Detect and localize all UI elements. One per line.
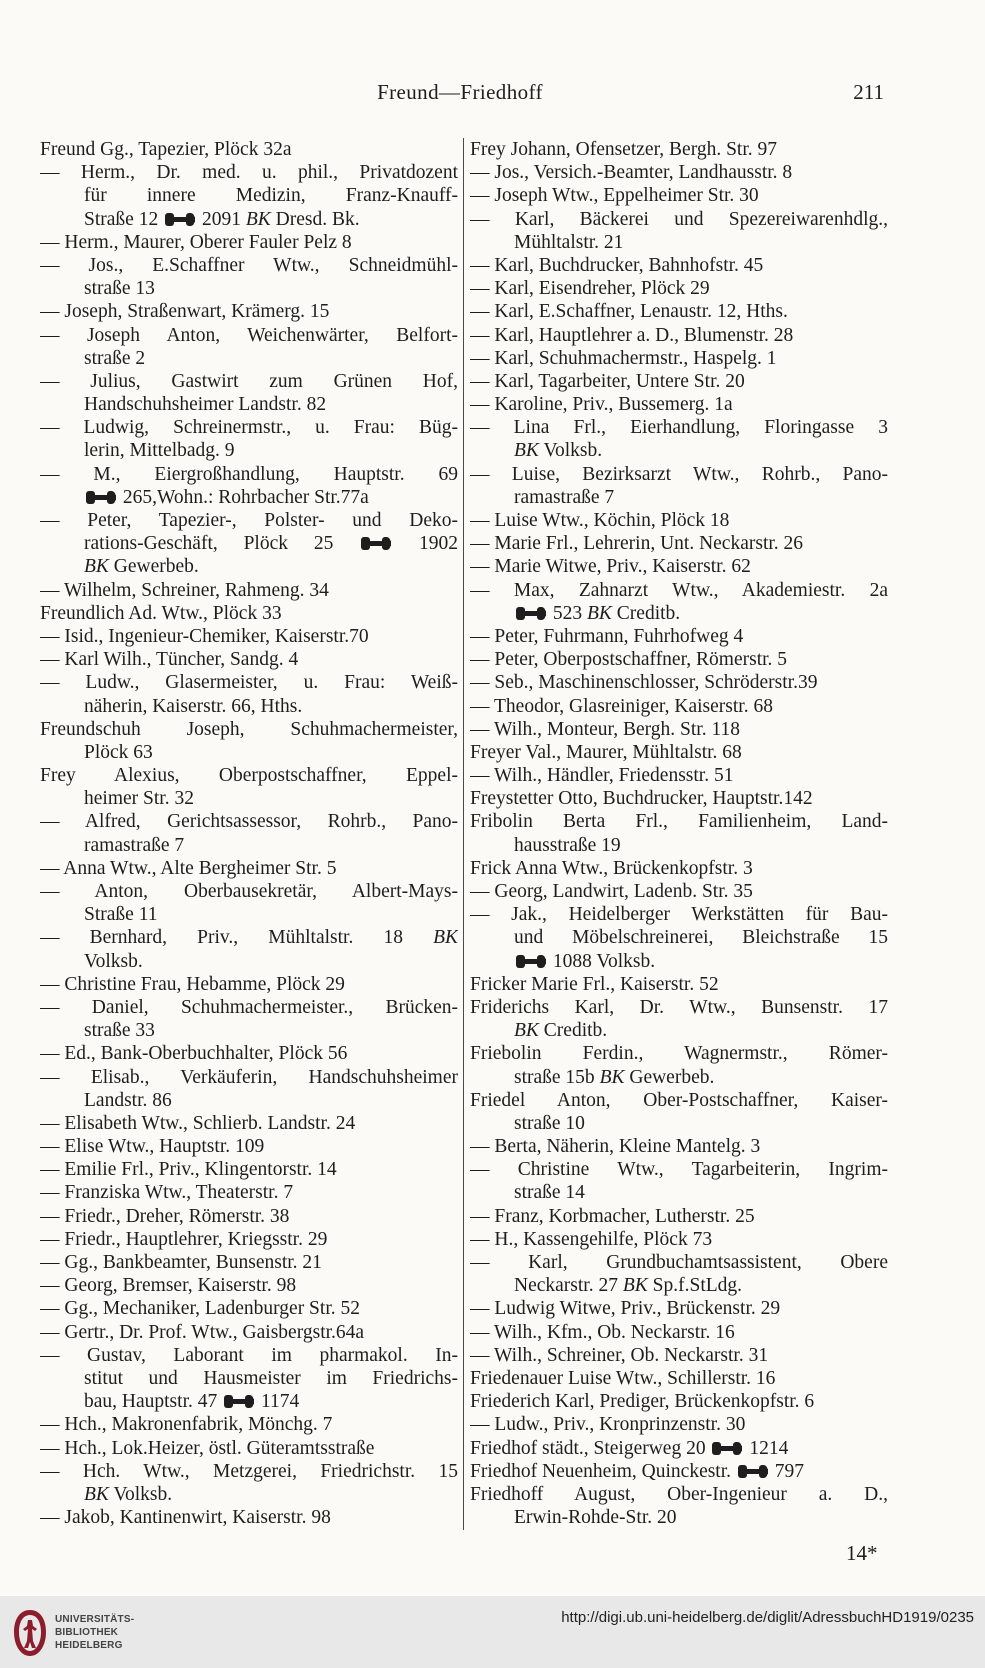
- entry-line: [40, 1181, 458, 1204]
- entry-line: [40, 509, 458, 532]
- library-name-line: UNIVERSITÄTS-: [55, 1614, 135, 1625]
- entry-continuation-line: [470, 1506, 888, 1529]
- entry-text: — Peter, Tapezier-, Polster- und Deko-: [40, 510, 458, 531]
- entry-text: Volksb.: [538, 440, 603, 462]
- entry-text: — Joseph, Straßenwart, Krämerg. 15: [40, 301, 330, 323]
- entry-line: [470, 463, 888, 486]
- entry-line: [470, 810, 888, 833]
- library-name-line: BIBLIOTHEK: [55, 1627, 119, 1638]
- telephone-icon: [516, 955, 546, 968]
- entry-line: [40, 1321, 458, 1344]
- entry-line: [40, 1274, 458, 1297]
- entry-text: — Karoline, Priv., Bussemerg. 1a: [470, 394, 733, 416]
- entry-text: — Wilh., Schreiner, Ob. Neckarstr. 31: [470, 1344, 769, 1366]
- entry-text: — Karl, Buchdrucker, Bahnhofstr. 45: [470, 254, 764, 276]
- telephone-icon: [738, 1465, 768, 1478]
- bank-abbreviation: BK: [245, 208, 271, 230]
- entry-continuation-line: [40, 741, 458, 764]
- entry-text: — Gustav, Laborant im pharmakol. In-: [40, 1344, 458, 1366]
- bank-abbreviation: BK: [514, 440, 539, 462]
- entry-continuation-line: [40, 834, 458, 857]
- entry-line: [470, 300, 888, 323]
- entry-line: [40, 926, 458, 949]
- entry-text: — Marie Frl., Lehrerin, Unt. Neckarstr. 26: [470, 533, 804, 555]
- entry-text: — Marie Witwe, Priv., Kaiserstr. 62: [470, 556, 751, 578]
- entry-continuation-line: [40, 1367, 458, 1390]
- entry-line: [40, 1228, 458, 1251]
- entry-text: Volksb.: [108, 1483, 173, 1505]
- entry-text: — Jos., E.Schaffner Wtw., Schneidmühl-: [40, 254, 458, 276]
- entry-text: 1088 Volksb.: [548, 950, 656, 972]
- library-name-line: HEIDELBERG: [55, 1640, 123, 1651]
- entry-text: straße 33: [84, 1020, 155, 1042]
- entry-line: [470, 1413, 888, 1436]
- entry-line: [470, 138, 888, 161]
- entry-line: [470, 741, 888, 764]
- entry-line: [470, 787, 888, 810]
- entry-text: — Elisab., Verkäuferin, Handschuhsheimer: [40, 1066, 458, 1088]
- telephone-icon: [516, 607, 546, 620]
- entry-line: [470, 509, 888, 532]
- entry-line: [470, 1437, 888, 1460]
- entry-line: [40, 648, 458, 671]
- entry-continuation-line: [470, 602, 888, 625]
- left-column: [40, 138, 458, 1530]
- entry-line: [470, 393, 888, 416]
- entry-text: — Christine Wtw., Tagarbeiterin, Ingrim-: [470, 1159, 888, 1181]
- entry-line: [470, 1205, 888, 1228]
- entry-text: für innere Medizin, Franz-Knauff-: [84, 185, 458, 207]
- entry-text: ramastraße 7: [84, 834, 185, 856]
- entry-text: Mühltalstr. 21: [514, 231, 624, 253]
- entry-text: — Karl, Eisendreher, Plöck 29: [470, 278, 710, 300]
- page-number: 211: [853, 80, 884, 104]
- entry-text: Dresd. Bk.: [270, 208, 360, 230]
- entry-continuation-line: [40, 1089, 458, 1112]
- entry-line: [40, 625, 458, 648]
- entry-line: [40, 1460, 458, 1483]
- entry-text: — Daniel, Schuhmachermeister., Brücken-: [40, 996, 458, 1018]
- entry-line: [40, 1158, 458, 1181]
- entry-line: [40, 231, 458, 254]
- entry-text: lerin, Mittelbadg. 9: [84, 440, 235, 462]
- entry-text: Fricker Marie Frl., Kaiserstr. 52: [470, 973, 719, 995]
- entry-continuation-line: [40, 555, 458, 578]
- entry-line: [470, 1297, 888, 1320]
- entry-text: Freundschuh Joseph, Schuhmachermeister,: [40, 718, 458, 740]
- entry-continuation-line: [470, 926, 888, 949]
- entry-line: [470, 555, 888, 578]
- entry-line: [40, 764, 458, 787]
- entry-text: Friedenauer Luise Wtw., Schillerstr. 16: [470, 1367, 776, 1389]
- entry-continuation-line: [40, 787, 458, 810]
- signature-mark: 14*: [846, 1541, 878, 1565]
- entry-line: [470, 277, 888, 300]
- entry-line: [470, 671, 888, 694]
- entry-text: Freyer Val., Maurer, Mühltalstr. 68: [470, 741, 742, 763]
- entry-line: [470, 579, 888, 602]
- entry-text: — Wilhelm, Schreiner, Rahmeng. 34: [40, 579, 329, 601]
- telephone-icon: [165, 213, 195, 226]
- entry-continuation-line: [470, 1274, 888, 1297]
- entry-text: — Wilh., Kfm., Ob. Neckarstr. 16: [470, 1321, 735, 1343]
- entry-text: — Hch., Makronenfabrik, Mönchg. 7: [40, 1414, 333, 1436]
- entry-text: Creditb.: [538, 1020, 608, 1042]
- entry-text: — Karl, Grundbuchamtsassistent, Obere: [470, 1252, 888, 1273]
- library-seal-icon: [11, 1608, 49, 1658]
- entry-line: [470, 695, 888, 718]
- entry-line: [470, 1460, 888, 1483]
- entry-text: Friderichs Karl, Dr. Wtw., Bunsenstr. 17: [470, 996, 888, 1018]
- entry-text: Frey Alexius, Oberpostschaffner, Eppel-: [40, 765, 458, 787]
- entry-line: [40, 996, 458, 1019]
- entry-text: — Ludwig Witwe, Priv., Brückenstr. 29: [470, 1298, 781, 1320]
- entry-line: [470, 370, 888, 393]
- entry-text: — Isid., Ingenieur-Chemiker, Kaiserstr.70: [40, 625, 369, 647]
- entry-text: — M., Eiergroßhandlung, Hauptstr. 69: [40, 463, 458, 485]
- entry-text: Straße 11: [84, 904, 158, 926]
- entry-text: — Lina Frl., Eierhandlung, Floringasse 3: [470, 417, 888, 439]
- entry-line: [470, 347, 888, 370]
- entry-text: — Joseph Wtw., Eppelheimer Str. 30: [470, 185, 759, 207]
- entry-text: — Franz, Korbmacher, Lutherstr. 25: [470, 1205, 755, 1227]
- page-header: [0, 80, 985, 110]
- entry-text: — Hch., Lok.Heizer, östl. Güteramtsstraße: [40, 1437, 375, 1459]
- entry-line: [40, 161, 458, 184]
- telephone-icon: [712, 1442, 742, 1455]
- entry-text: rations-Geschäft, Plöck 25: [84, 533, 360, 555]
- entry-continuation-line: [40, 277, 458, 300]
- entry-text: Handschuhsheimer Landstr. 82: [84, 394, 327, 416]
- entry-continuation-line: [40, 532, 458, 555]
- entry-text: Frick Anna Wtw., Brückenkopfstr. 3: [470, 857, 753, 879]
- bank-abbreviation: BK: [84, 556, 109, 578]
- entry-text: — Ludw., Priv., Kronprinzenstr. 30: [470, 1414, 746, 1436]
- entry-line: [470, 1135, 888, 1158]
- entry-text: Gewerbeb.: [624, 1066, 715, 1088]
- entry-line: [40, 370, 458, 393]
- entry-text: 1902: [393, 533, 458, 555]
- entry-line: [40, 1344, 458, 1367]
- entry-text: — Herm., Maurer, Oberer Fauler Pelz 8: [40, 231, 352, 253]
- entry-continuation-line: [470, 1181, 888, 1204]
- entry-text: — Elisabeth Wtw., Schlierb. Landstr. 24: [40, 1112, 356, 1134]
- entry-text: — Alfred, Gerichtsassessor, Rohrb., Pano-: [40, 811, 458, 833]
- entry-continuation-line: [40, 1019, 458, 1042]
- entry-text: Erwin-Rohde-Str. 20: [514, 1507, 677, 1529]
- entry-line: [40, 671, 458, 694]
- entry-line: [470, 532, 888, 555]
- bank-abbreviation: BK: [514, 1020, 539, 1042]
- entry-text: 523: [548, 602, 587, 624]
- entry-text: Freystetter Otto, Buchdrucker, Hauptstr.142: [470, 788, 813, 810]
- entry-text: — Berta, Näherin, Kleine Mantelg. 3: [470, 1136, 761, 1158]
- entry-text: — Wilh., Händler, Friedensstr. 51: [470, 765, 734, 787]
- entry-text: Creditb.: [611, 602, 681, 624]
- entry-line: [40, 857, 458, 880]
- entry-line: [470, 254, 888, 277]
- entry-text: — Herm., Dr. med. u. phil., Privatdozent: [40, 162, 458, 184]
- telephone-icon: [361, 537, 391, 550]
- entry-text: — Karl, E.Schaffner, Lenaustr. 12, Hths.: [470, 301, 788, 323]
- entry-text: — Ludw., Glasermeister, u. Frau: Weiß-: [40, 672, 458, 694]
- entry-line: [470, 880, 888, 903]
- entry-text: Neckarstr. 27: [514, 1275, 623, 1297]
- entry-text: — Luise Wtw., Köchin, Plöck 18: [470, 510, 730, 531]
- entry-line: [470, 1344, 888, 1367]
- entry-line: [470, 903, 888, 926]
- entry-continuation-line: [470, 486, 888, 509]
- entry-line: [470, 1367, 888, 1390]
- entry-line: [470, 1042, 888, 1065]
- entry-text: bau, Hauptstr. 47: [84, 1391, 223, 1413]
- entry-text: — Ed., Bank-Oberbuchhalter, Plöck 56: [40, 1043, 348, 1065]
- entry-text: — Jos., Versich.-Beamter, Landhausstr. 8: [470, 162, 793, 184]
- entry-continuation-line: [40, 1390, 458, 1413]
- bank-abbreviation: BK: [599, 1066, 625, 1088]
- entry-text: Friebolin Ferdin., Wagnermstr., Römer-: [470, 1043, 888, 1065]
- entry-text: Gewerbeb.: [108, 556, 199, 578]
- entry-text: — Anton, Oberbausekretär, Albert-Mays-: [40, 881, 458, 902]
- entry-text: — Joseph Anton, Weichenwärter, Belfort-: [40, 324, 458, 346]
- entry-text: — Hch. Wtw., Metzgerei, Friedrichstr. 15: [40, 1460, 458, 1482]
- entry-text: Freund Gg., Tapezier, Plöck 32a: [40, 139, 292, 160]
- entry-line: [40, 416, 458, 439]
- entry-text: Friedhof städt., Steigerweg 20: [470, 1437, 711, 1459]
- entry-text: — Wilh., Monteur, Bergh. Str. 118: [470, 718, 740, 740]
- entry-continuation-line: [40, 439, 458, 462]
- entry-text: Friedel Anton, Ober-Postschaffner, Kaiser-: [470, 1089, 888, 1111]
- entry-text: Frey Johann, Ofensetzer, Bergh. Str. 97: [470, 139, 778, 160]
- entry-text: — Max, Zahnarzt Wtw., Akademiestr. 2a: [470, 579, 888, 601]
- entry-line: [40, 463, 458, 486]
- entry-line: [470, 416, 888, 439]
- telephone-icon: [224, 1395, 254, 1408]
- entry-text: stitut und Hausmeister im Friedrichs-: [84, 1367, 458, 1389]
- entry-text: — Ludwig, Schreinermstr., u. Frau: Büg-: [40, 417, 458, 439]
- entry-text: Sp.f.StLdg.: [647, 1275, 743, 1297]
- entry-continuation-line: [40, 903, 458, 926]
- entry-text: — Karl, Schuhmachermstr., Haspelg. 1: [470, 347, 777, 369]
- entry-line: [470, 625, 888, 648]
- entry-line: [40, 1437, 458, 1460]
- viewer-footer: [0, 1596, 985, 1668]
- entry-line: [40, 579, 458, 602]
- entry-text: — H., Kassengehilfe, Plöck 73: [470, 1228, 713, 1250]
- entry-text: — Friedr., Dreher, Römerstr. 38: [40, 1205, 290, 1227]
- entry-continuation-line: [470, 231, 888, 254]
- entry-text: Fribolin Berta Frl., Familienheim, Land-: [470, 811, 888, 833]
- entry-line: [470, 1483, 888, 1506]
- entry-line: [40, 1112, 458, 1135]
- entry-line: [40, 810, 458, 833]
- entry-text: hausstraße 19: [514, 834, 621, 856]
- entry-line: [40, 1251, 458, 1274]
- entry-line: [470, 996, 888, 1019]
- entry-continuation-line: [470, 439, 888, 462]
- bank-abbreviation: BK: [84, 1483, 109, 1505]
- entry-text: 1174: [256, 1391, 300, 1413]
- entry-text: Friedhoff August, Ober-Ingenieur a. D.,: [470, 1483, 888, 1505]
- entry-continuation-line: [40, 950, 458, 973]
- entry-continuation-line: [40, 1483, 458, 1506]
- library-name: [55, 1613, 134, 1652]
- entry-text: — Gg., Mechaniker, Ladenburger Str. 52: [40, 1298, 360, 1320]
- entry-text: Friedhof Neuenheim, Quinckestr.: [470, 1460, 736, 1482]
- entry-text: — Franziska Wtw., Theaterstr. 7: [40, 1182, 294, 1204]
- right-column: [470, 138, 888, 1530]
- entry-line: [470, 208, 888, 231]
- entry-text: straße 13: [84, 278, 155, 300]
- entry-text: straße 2: [84, 347, 146, 369]
- column-divider: [463, 138, 464, 1530]
- entry-continuation-line: [40, 347, 458, 370]
- entry-text: — Jak., Heidelberger Werkstätten für Bau-: [470, 904, 888, 926]
- entry-continuation-line: [470, 834, 888, 857]
- entry-text: ramastraße 7: [514, 486, 615, 508]
- entry-text: — Karl, Bäckerei und Spezereiwarenhdlg.,: [470, 208, 888, 230]
- permalink-url: http://digi.ub.uni-heidelberg.de/diglit/AdressbuchHD1919/0235: [561, 1609, 974, 1626]
- entry-text: — Seb., Maschinenschlosser, Schröderstr.39: [470, 672, 818, 694]
- entry-line: [40, 880, 458, 903]
- entry-line: [470, 718, 888, 741]
- entry-line: [470, 648, 888, 671]
- entry-line: [40, 138, 458, 161]
- entry-text: — Georg, Bremser, Kaiserstr. 98: [40, 1275, 297, 1297]
- entry-text: — Karl Wilh., Tüncher, Sandg. 4: [40, 649, 299, 671]
- entry-text: — Friedr., Hauptlehrer, Kriegsstr. 29: [40, 1228, 328, 1250]
- bank-abbreviation: BK: [587, 602, 612, 624]
- entry-line: [470, 1390, 888, 1413]
- entry-line: [470, 857, 888, 880]
- entry-text: — Peter, Fuhrmann, Fuhrhofweg 4: [470, 625, 744, 647]
- entry-continuation-line: [40, 208, 458, 231]
- entry-continuation-line: [470, 1066, 888, 1089]
- entry-line: [40, 324, 458, 347]
- entry-line: [470, 973, 888, 996]
- entry-line: [470, 161, 888, 184]
- entry-continuation-line: [470, 950, 888, 973]
- entry-text: — Christine Frau, Hebamme, Plöck 29: [40, 973, 345, 995]
- entry-text: — Karl, Hauptlehrer a. D., Blumenstr. 28: [470, 324, 794, 346]
- entry-line: [40, 1042, 458, 1065]
- entry-text: — Bernhard, Priv., Mühltalstr. 18: [40, 927, 434, 949]
- entry-text: — Luise, Bezirksarzt Wtw., Rohrb., Pano-: [470, 463, 888, 485]
- entry-line: [40, 1413, 458, 1436]
- entry-continuation-line: [470, 1112, 888, 1135]
- entry-line: [470, 1158, 888, 1181]
- entry-text: Plöck 63: [84, 741, 153, 763]
- entry-continuation-line: [470, 1019, 888, 1042]
- entry-text: — Karl, Tagarbeiter, Untere Str. 20: [470, 370, 745, 392]
- entry-text: Friederich Karl, Prediger, Brückenkopfstr. 6: [470, 1391, 815, 1413]
- entry-text: Straße 12: [84, 208, 164, 230]
- entry-line: [40, 1205, 458, 1228]
- entry-continuation-line: [40, 393, 458, 416]
- entry-line: [470, 324, 888, 347]
- entry-line: [40, 1506, 458, 1529]
- entry-text: — Emilie Frl., Priv., Klingentorstr. 14: [40, 1159, 337, 1181]
- entry-continuation-line: [40, 486, 458, 509]
- entry-continuation-line: [40, 695, 458, 718]
- bank-abbreviation: BK: [622, 1275, 648, 1297]
- entry-text: und Möbelschreinerei, Bleichstraße 15: [514, 927, 888, 949]
- telephone-icon: [86, 491, 116, 504]
- entry-text: 2091: [197, 208, 246, 230]
- entry-line: [470, 184, 888, 207]
- entry-text: Landstr. 86: [84, 1089, 172, 1111]
- entry-line: [40, 602, 458, 625]
- entry-line: [40, 1297, 458, 1320]
- entry-line: [40, 1066, 458, 1089]
- entry-text: — Theodor, Glasreiniger, Kaiserstr. 68: [470, 695, 773, 717]
- entry-line: [470, 1228, 888, 1251]
- entry-text: straße 15b: [514, 1066, 600, 1088]
- entry-text: — Anna Wtw., Alte Bergheimer Str. 5: [40, 857, 337, 879]
- entry-text: — Elise Wtw., Hauptstr. 109: [40, 1136, 265, 1158]
- entry-line: [40, 718, 458, 741]
- entry-text: straße 10: [514, 1112, 585, 1134]
- entry-continuation-line: [40, 184, 458, 207]
- entry-text: Freundlich Ad. Wtw., Plöck 33: [40, 602, 282, 624]
- entry-line: [40, 254, 458, 277]
- entry-line: [40, 300, 458, 323]
- entry-line: [470, 764, 888, 787]
- entry-text: 265,Wohn.: Rohrbacher Str.77a: [118, 486, 369, 508]
- entry-text: 1214: [744, 1437, 789, 1459]
- entry-text: — Gg., Bankbeamter, Bunsenstr. 21: [40, 1252, 322, 1273]
- entry-line: [40, 1135, 458, 1158]
- entry-line: [40, 973, 458, 996]
- bank-abbreviation: BK: [433, 927, 458, 949]
- entry-text: näherin, Kaiserstr. 66, Hths.: [84, 695, 303, 717]
- running-head-title: Freund—Friedhoff: [377, 80, 543, 104]
- entry-text: — Jakob, Kantinenwirt, Kaiserstr. 98: [40, 1507, 331, 1529]
- entry-text: — Georg, Landwirt, Ladenb. Str. 35: [470, 881, 753, 902]
- entry-text: — Gertr., Dr. Prof. Wtw., Gaisbergstr.64a: [40, 1321, 365, 1343]
- entry-text: heimer Str. 32: [84, 788, 194, 810]
- entry-line: [470, 1089, 888, 1112]
- entry-line: [470, 1251, 888, 1274]
- entry-text: Volksb.: [84, 950, 143, 972]
- entry-text: — Julius, Gastwirt zum Grünen Hof,: [40, 370, 458, 392]
- entry-line: [470, 1321, 888, 1344]
- entry-text: — Peter, Oberpostschaffner, Römerstr. 5: [470, 649, 788, 671]
- entry-text: straße 14: [514, 1182, 585, 1204]
- entry-text: 797: [769, 1460, 805, 1482]
